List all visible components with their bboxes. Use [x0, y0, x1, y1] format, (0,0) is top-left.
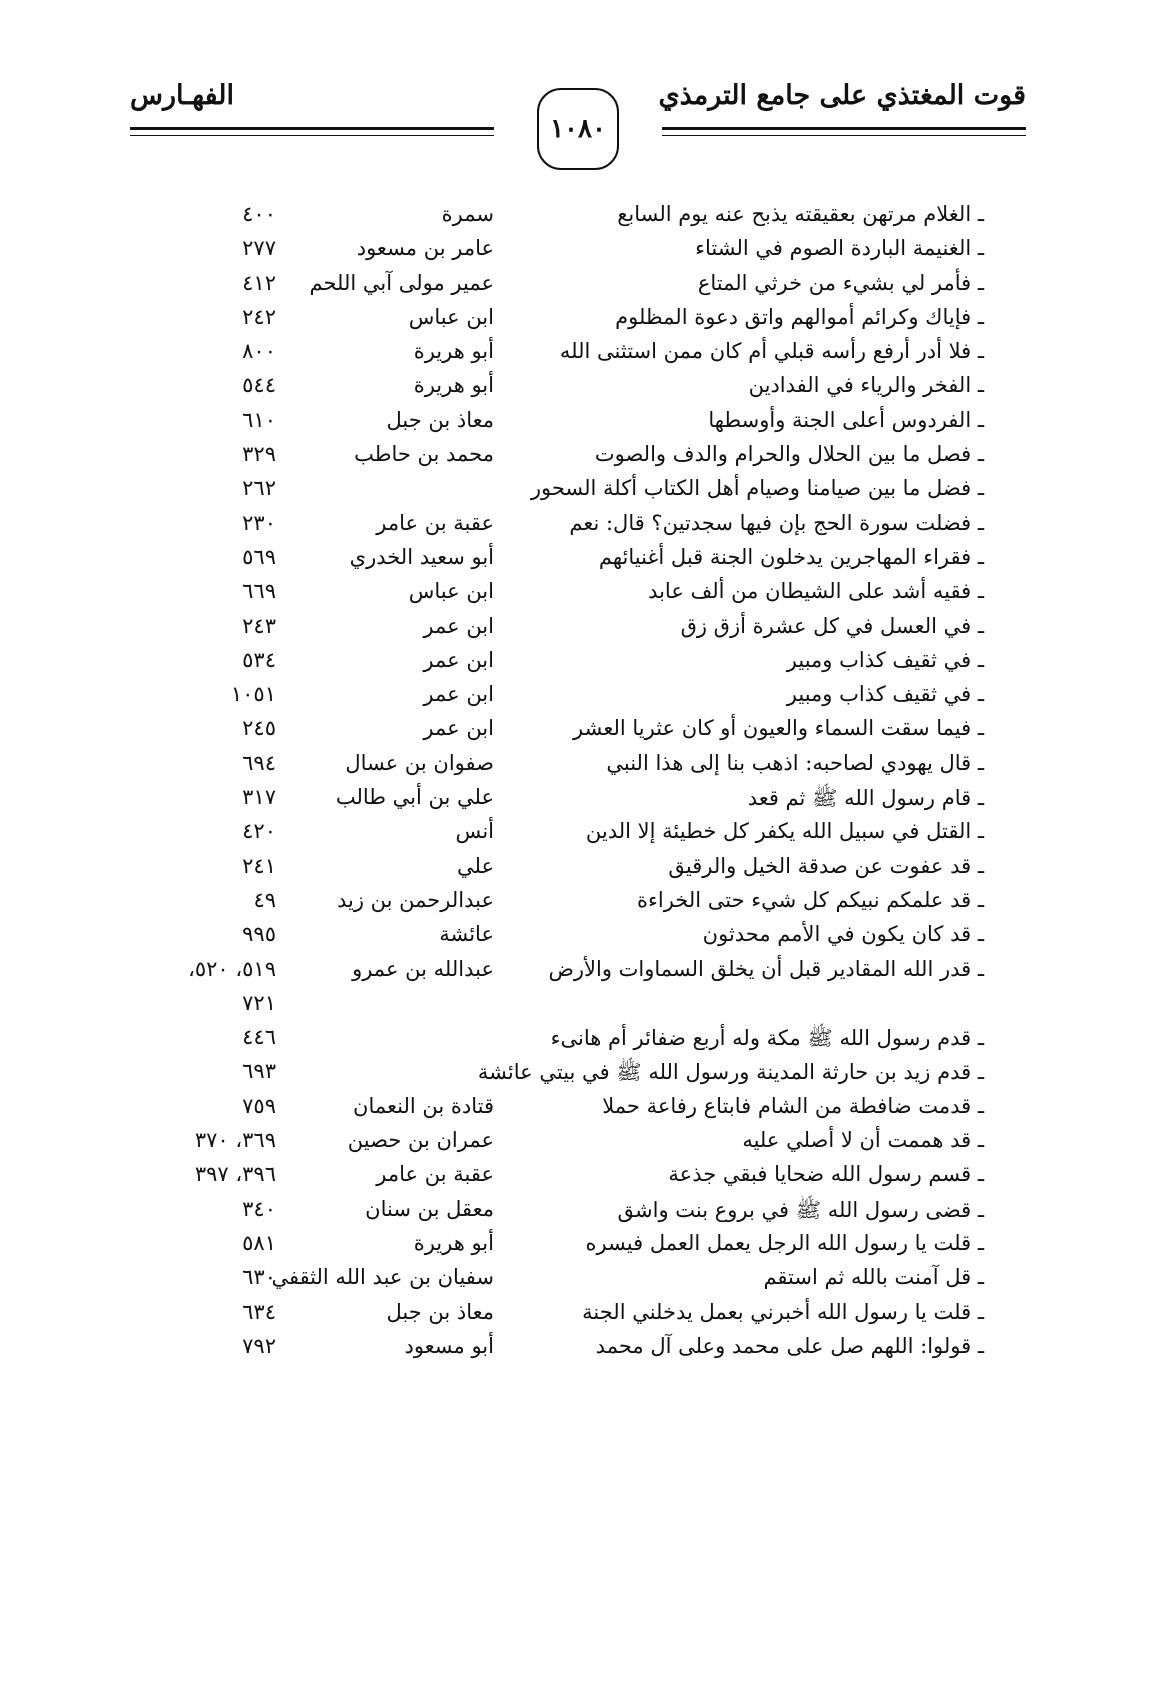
page-reference: ٢٤٢ [242, 304, 276, 329]
hadith-text: ـ في ثقيف كذاب ومبير [786, 647, 984, 672]
section-title: الفهـارس [130, 80, 234, 111]
narrator-name: معقل بن سنان [365, 1196, 494, 1221]
page-reference: ٢٦٢ [242, 476, 276, 501]
index-entry [0, 1231, 1156, 1265]
hadith-text: ـ فقراء المهاجرين يدخلون الجنة قبل أغنيائهم [598, 544, 984, 569]
index-entry [0, 648, 1156, 682]
page-reference: ٥٨١ [242, 1230, 276, 1255]
narrator-name: أبو هريرة [413, 1230, 494, 1255]
page-header [130, 70, 1026, 190]
page-reference: ٢٤٣ [242, 613, 276, 638]
page-reference: ١٠٥١ [230, 682, 276, 707]
narrator-name: صفوان بن عسال [345, 750, 494, 775]
page-reference: ٣١٧ [242, 785, 276, 810]
index-entry [0, 888, 1156, 922]
narrator-name: سمرة [441, 202, 494, 226]
header-rule-thick [130, 127, 494, 130]
hadith-text: ـ الغنيمة الباردة الصوم في الشتاء [695, 236, 984, 261]
narrator-name: معاذ بن جبل [386, 1299, 494, 1324]
hadith-text: ـ قدم زيد بن حارثة المدينة ورسول الله ﷺ في بيتي عائشة [477, 1060, 984, 1085]
hadith-text: ـ في ثقيف كذاب ومبير [786, 682, 984, 707]
index-entry [0, 1300, 1156, 1334]
page-reference: ٧٥٩ [242, 1093, 276, 1118]
hadith-text: ـ قدمت ضافطة من الشام فابتاع رفاعة حملا [602, 1093, 984, 1118]
page-reference: ٦٣٠ [242, 1265, 276, 1290]
hadith-text: ـ فإياك وكرائم أموالهم واتق دعوة المظلوم [615, 304, 984, 329]
index-entry [0, 1265, 1156, 1299]
narrator-name: ابن عباس [408, 304, 494, 329]
hadith-text: ـ قد كان يكون في الأمم محدثون [702, 922, 984, 947]
index-entry [0, 922, 1156, 956]
index-entry [0, 305, 1156, 339]
hadith-text: ـ في العسل في كل عشرة أزق زق [680, 613, 984, 638]
narrator-name: عقبة بن عامر [376, 510, 494, 535]
narrator-name: عقبة بن عامر [376, 1162, 494, 1187]
page-reference: ٢٧٧ [242, 236, 276, 261]
narrator-name: معاذ بن جبل [386, 407, 494, 432]
narrator-name: أبو هريرة [413, 339, 494, 364]
hadith-text: ـ قلت يا رسول الله أخبرني بعمل يدخلني الجنة [582, 1299, 984, 1324]
narrator-name: عمير مولى آبي اللحم [309, 270, 494, 295]
hadith-text: ـ فصل ما بين الحلال والحرام والدف والصوت [594, 442, 984, 467]
hadith-text: ـ فأمر لي بشيء من خرثي المتاع [697, 270, 984, 295]
narrator-name: ابن عمر [423, 613, 494, 638]
narrator-name: محمد بن حاطب [354, 442, 494, 467]
header-rule-thick [662, 127, 1026, 130]
narrator-name: ابن عمر [423, 682, 494, 707]
page-reference: ٥٤٤ [242, 373, 276, 398]
index-entry [0, 854, 1156, 888]
page-reference: ٦٣٤ [242, 1299, 276, 1324]
index-entry [0, 1334, 1156, 1368]
page-reference: ٦٦٩ [242, 579, 276, 604]
page-reference: ٥١٩، ٥٢٠، [188, 956, 276, 981]
page-reference: ٦١٠ [242, 407, 276, 432]
index-entry [0, 785, 1156, 819]
hadith-text: ـ قدر الله المقادير قبل أن يخلق السماوات والأرض [548, 956, 984, 981]
hadith-text: ـ فلا أدر أرفع رأسه قبلي أم كان ممن استثنى الله [559, 339, 984, 364]
index-entry [0, 339, 1156, 373]
page-reference: ٣٩٦، ٣٩٧ [194, 1162, 276, 1187]
index-entry [0, 751, 1156, 785]
index-entry [0, 442, 1156, 476]
hadith-text: ـ قل آمنت بالله ثم استقم [763, 1265, 984, 1290]
index-entry [0, 1094, 1156, 1128]
narrator-name: ابن عمر [423, 647, 494, 672]
hadith-text: ـ قلت يا رسول الله الرجل يعمل العمل فيسره [585, 1230, 984, 1255]
page-reference: ٧٩٢ [242, 1333, 276, 1358]
page-reference: ٤٩ [253, 887, 276, 912]
hadith-text: ـ قدم رسول الله ﷺ مكة وله أربع ضفائر أم هانىء [550, 1026, 984, 1051]
narrator-name: أنس [455, 819, 494, 844]
page-reference: ٨٠٠ [242, 339, 276, 364]
narrator-name: عائشة [439, 922, 494, 947]
index-entry [0, 682, 1156, 716]
index-entry [0, 373, 1156, 407]
hadith-text: ـ الفردوس أعلى الجنة وأوسطها [708, 407, 984, 432]
narrator-name: أبو هريرة [413, 373, 494, 398]
narrator-name: عمران بن حصين [347, 1128, 494, 1153]
index-entry [0, 957, 1156, 991]
index-entry [0, 1025, 1156, 1059]
hadith-text: ـ قد هممت أن لا أصلي عليه [742, 1128, 984, 1153]
hadith-text: ـ فيما سقت السماء والعيون أو كان عثريا العشر [573, 716, 984, 741]
narrator-name: سفيان بن عبد الله الثقفي [271, 1265, 494, 1290]
page-reference: ٢٤٥ [242, 716, 276, 741]
hadith-text: ـ القتل في سبيل الله يكفر كل خطيئة إلا الدين [585, 819, 984, 844]
index-entry [0, 202, 1156, 236]
narrator-name: عبدالله بن عمرو [352, 956, 494, 981]
index-entry [0, 614, 1156, 648]
hadith-text: ـ فضلت سورة الحج بإن فيها سجدتين؟ قال: نعم [569, 510, 984, 535]
page-number: ١٠٨٠ [537, 88, 619, 170]
narrator-name: علي [457, 853, 494, 878]
narrator-name: ابن عباس [408, 579, 494, 604]
hadith-text: ـ فقيه أشد على الشيطان من ألف عابد [648, 579, 984, 604]
page-reference: ٤٠٠ [242, 202, 276, 226]
narrator-name: أبو مسعود [404, 1333, 494, 1358]
header-rule-thin [130, 135, 494, 136]
index-entry [0, 1059, 1156, 1093]
hadith-text: ـ قد عفوت عن صدقة الخيل والرقيق [668, 853, 984, 878]
page-reference: ٢٣٠ [242, 510, 276, 535]
narrator-name: أبو سعيد الخدري [349, 544, 494, 569]
page-reference: ٧٢١ [242, 990, 276, 1015]
narrator-name: علي بن أبي طالب [335, 785, 494, 810]
page-reference: ٣٦٩، ٣٧٠ [194, 1128, 276, 1153]
page-reference: ٥٦٩ [242, 544, 276, 569]
index-entry [0, 579, 1156, 613]
hadith-index-list [0, 202, 1156, 1368]
page-reference: ٣٤٠ [242, 1196, 276, 1221]
index-entry [0, 511, 1156, 545]
page-reference: ٤١٢ [242, 270, 276, 295]
hadith-text: ـ الفخر والرياء في الفدادين [748, 373, 984, 398]
book-title: قوت المغتذي على جامع الترمذي [658, 80, 1026, 111]
hadith-text: ـ قال يهودي لصاحبه: اذهب بنا إلى هذا النبي [606, 750, 984, 775]
page-reference: ٤٢٠ [242, 819, 276, 844]
narrator-name: قتادة بن النعمان [353, 1093, 494, 1118]
narrator-name: عامر بن مسعود [356, 236, 494, 261]
hadith-text: ـ قضى رسول الله ﷺ في بروع بنت واشق [617, 1197, 984, 1222]
index-entry [0, 716, 1156, 750]
index-entry [0, 1162, 1156, 1196]
header-rule-thin [662, 135, 1026, 136]
hadith-text: ـ قولوا: اللهم صل على محمد وعلى آل محمد [595, 1333, 984, 1358]
narrator-name: ابن عمر [423, 716, 494, 741]
hadith-text: ـ قام رسول الله ﷺ ثم قعد [747, 786, 984, 811]
hadith-text: ـ قد علمكم نبيكم كل شيء حتى الخراءة [636, 887, 984, 912]
index-entry [0, 271, 1156, 305]
page-reference: ٩٩٥ [242, 922, 276, 947]
index-entry [0, 1197, 1156, 1231]
page-reference: ٣٢٩ [242, 442, 276, 467]
page-reference: ٥٣٤ [242, 647, 276, 672]
index-entry [0, 545, 1156, 579]
hadith-text: ـ قسم رسول الله ضحايا فبقي جذعة [668, 1162, 984, 1187]
index-entry [0, 991, 1156, 1025]
page-reference: ٢٤١ [242, 853, 276, 878]
page-reference: ٦٩٣ [242, 1059, 276, 1084]
page-reference: ٤٤٦ [242, 1025, 276, 1050]
hadith-text: ـ الغلام مرتهن بعقيقته يذبح عنه يوم السابع [617, 202, 984, 226]
index-entry [0, 476, 1156, 510]
index-entry [0, 1128, 1156, 1162]
hadith-text: ـ فضل ما بين صيامنا وصيام أهل الكتاب أكلة السحور [530, 476, 984, 501]
index-entry [0, 236, 1156, 270]
narrator-name: عبدالرحمن بن زيد [336, 887, 494, 912]
page-reference: ٦٩٤ [242, 750, 276, 775]
index-entry [0, 408, 1156, 442]
index-entry [0, 819, 1156, 853]
